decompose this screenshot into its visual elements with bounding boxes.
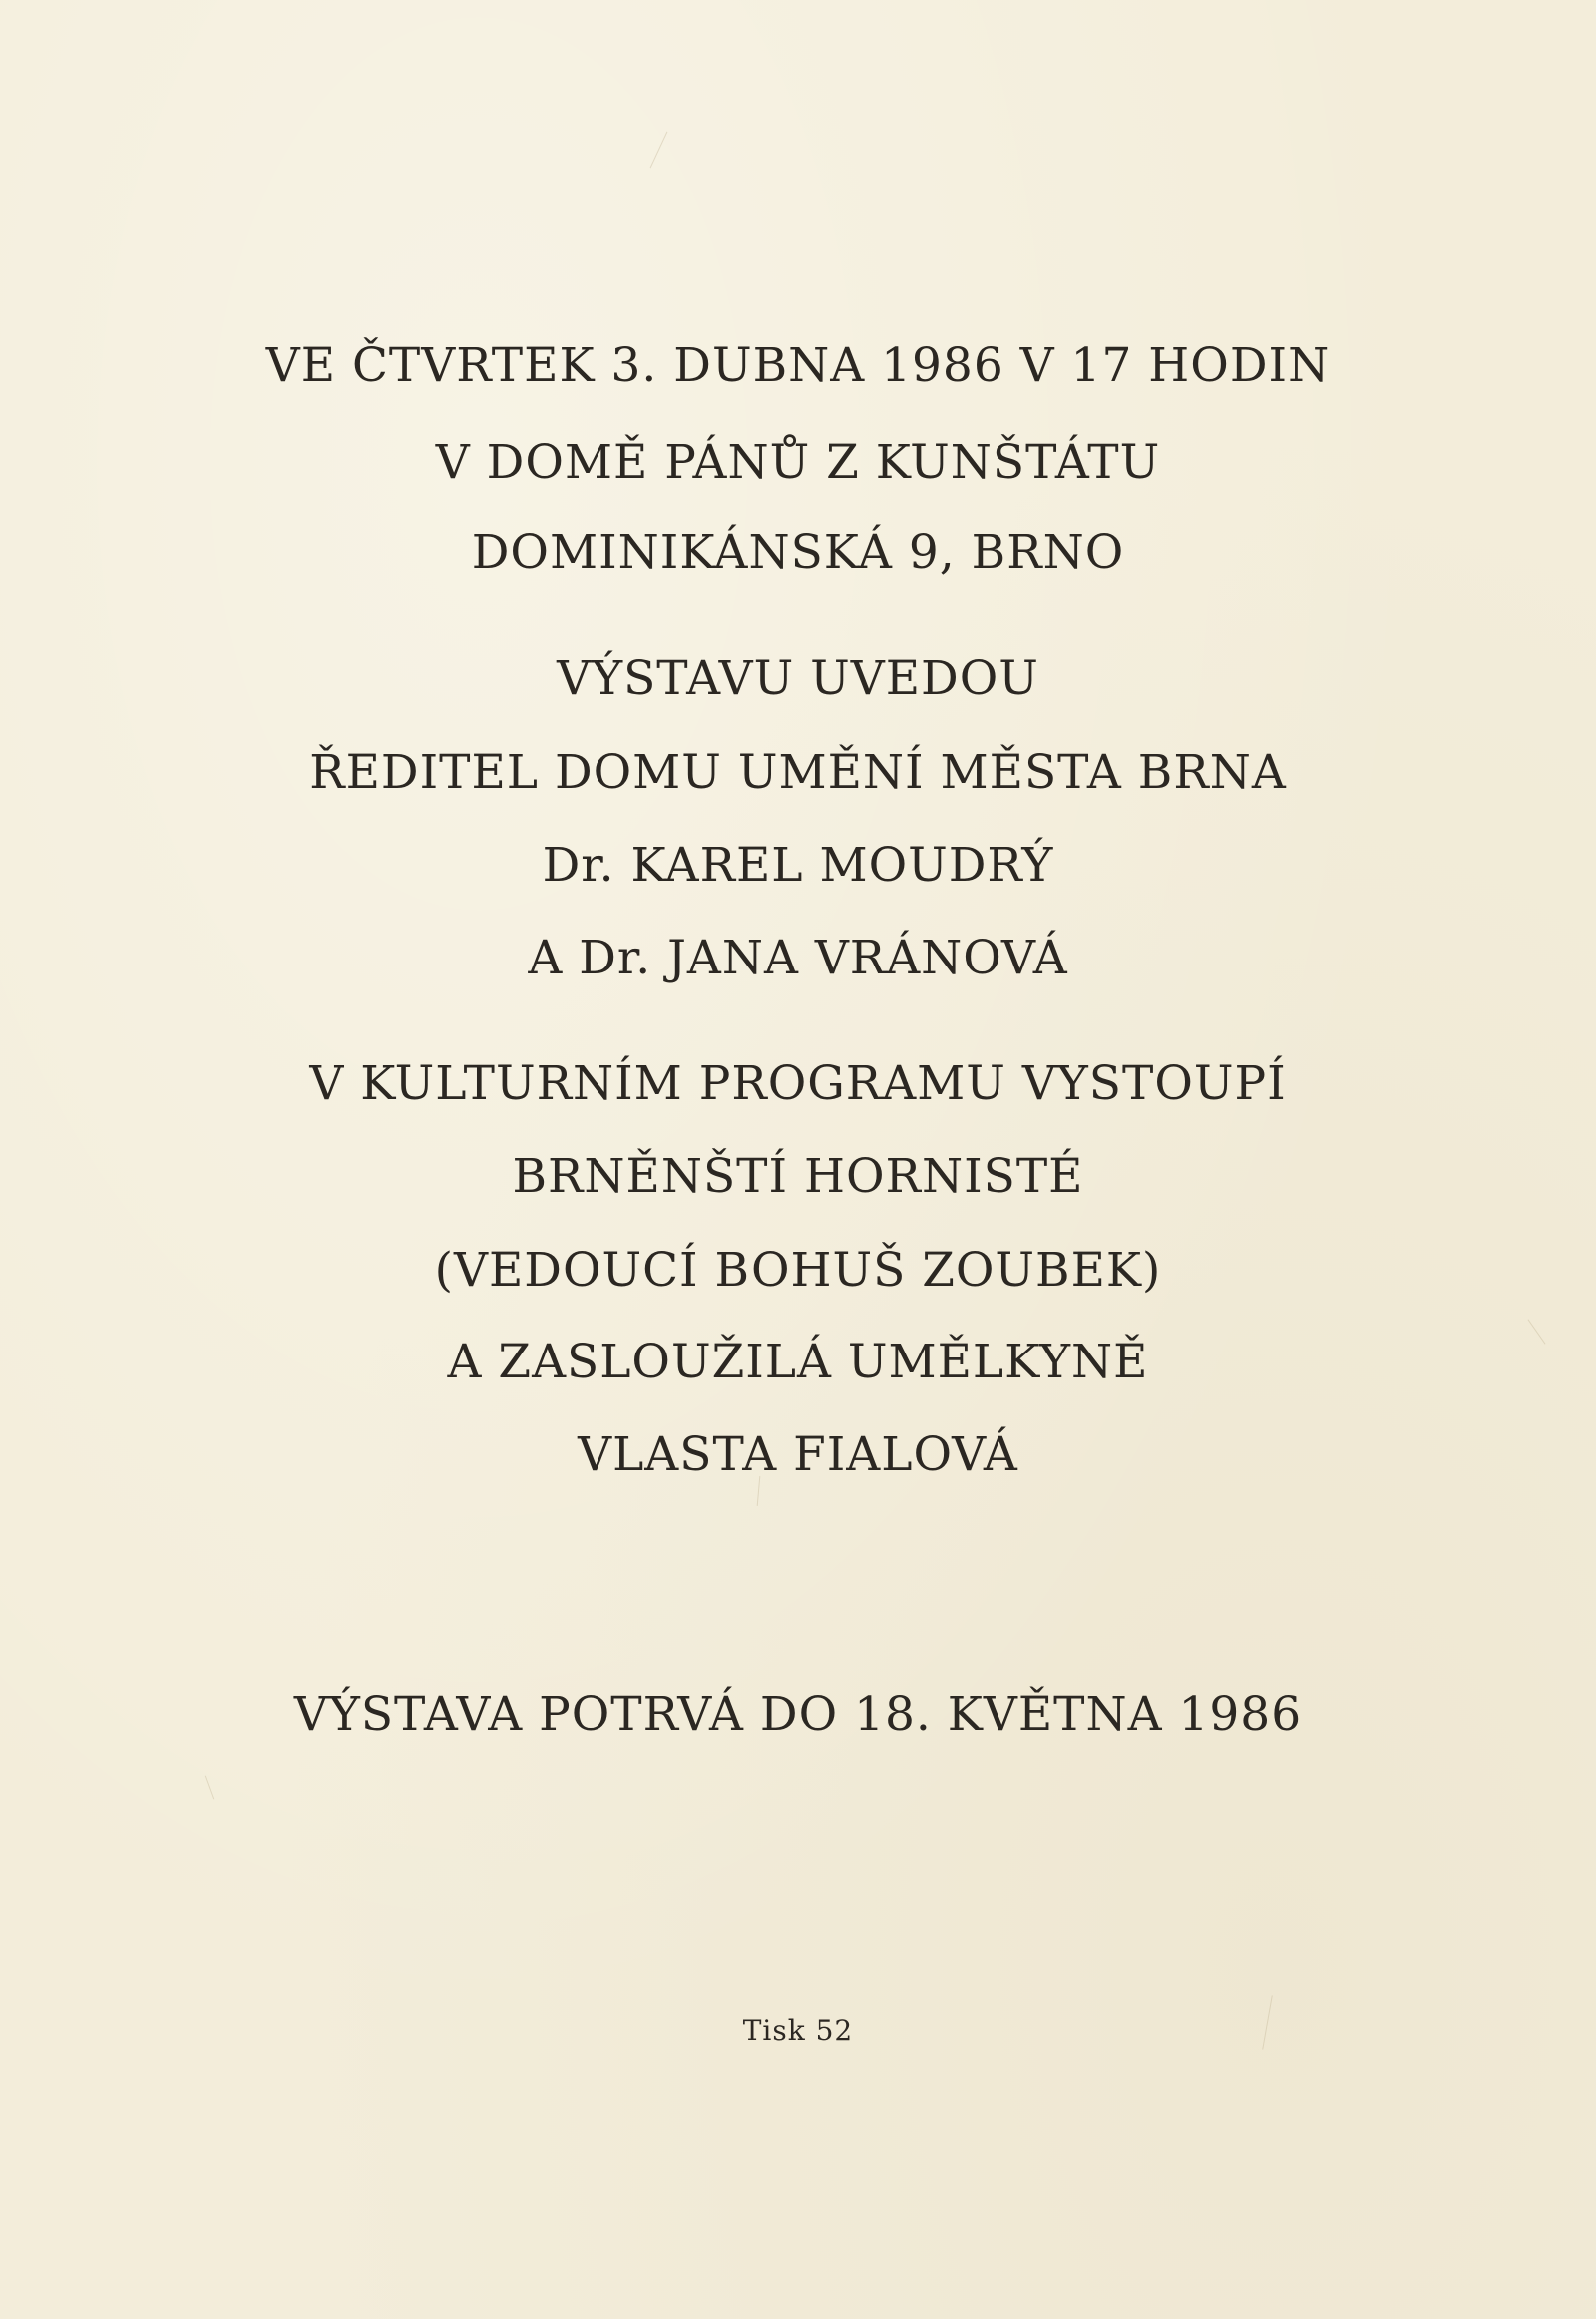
program-artist-title: A ZASLOUŽILÁ UMĚLKYNĚ [447, 1335, 1149, 1389]
program-artist-name: VLASTA FIALOVÁ [578, 1427, 1018, 1482]
opening-address: DOMINIKÁNSKÁ 9, BRNO [471, 525, 1125, 580]
exhibition-duration: VÝSTAVA POTRVÁ DO 18. KVĚTNA 1986 [293, 1687, 1303, 1741]
opening-date-time: VE ČTVRTEK 3. DUBNA 1986 V 17 HODIN [265, 338, 1331, 393]
speaker-role: ŘEDITEL DOMU UMĚNÍ MĚSTA BRNA [309, 745, 1287, 800]
paper-fiber [650, 132, 668, 169]
program-heading: V KULTURNÍM PROGRAMU VYSTOUPÍ [309, 1056, 1287, 1111]
print-mark: Tisk 52 [742, 2014, 854, 2047]
program-performers: BRNĚNŠTÍ HORNISTÉ [512, 1149, 1084, 1204]
speakers-heading: VÝSTAVU UVEDOU [557, 651, 1039, 706]
program-leader: (VEDOUCÍ BOHUŠ ZOUBEK) [434, 1243, 1162, 1298]
speaker-name-2: A Dr. JANA VRÁNOVÁ [528, 931, 1068, 985]
paper-fiber [205, 1776, 214, 1800]
opening-venue: V DOMĚ PÁNŮ Z KUNŠTÁTU [435, 435, 1161, 490]
speaker-name-1: Dr. KAREL MOUDRÝ [542, 838, 1054, 893]
